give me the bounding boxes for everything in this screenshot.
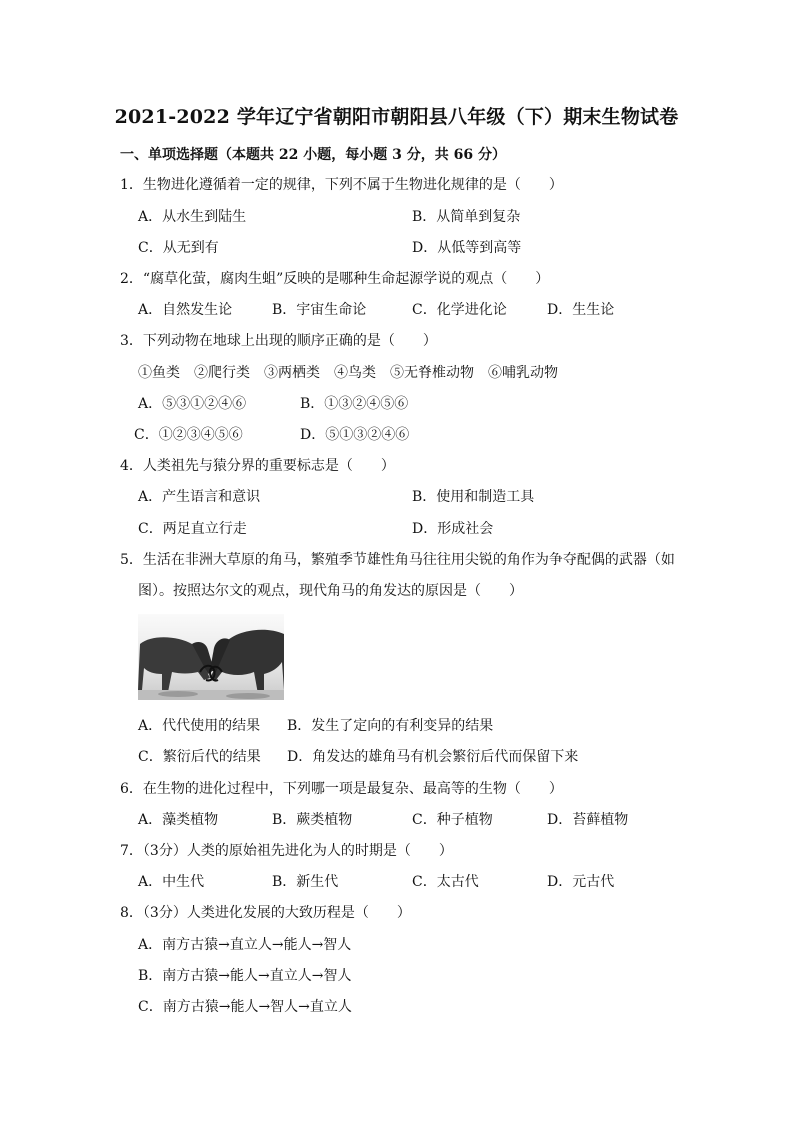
q6-option-d: D．苔藓植物: [547, 812, 629, 828]
q1-option-c: C．从无到有: [138, 240, 219, 256]
q2-option-d: D．生生论: [547, 302, 615, 318]
question-8-stem: 8．（3分）人类进化发展的大致历程是（ ）: [120, 905, 411, 921]
q5-option-c: C．繁衍后代的结果: [138, 749, 261, 765]
q6-option-b: B．蕨类植物: [272, 812, 353, 828]
q8-option-a: A．南方古猿→直立人→能人→智人: [138, 937, 352, 953]
q5-option-b: B．发生了定向的有利变异的结果: [287, 718, 494, 734]
q2-option-b: B．宇宙生命论: [272, 302, 367, 318]
question-4-stem: 4．人类祖先与猿分界的重要标志是（ ）: [120, 458, 395, 474]
q1-option-d: D．从低等到高等: [412, 240, 522, 256]
question-3-stem: 3．下列动物在地球上出现的顺序正确的是（ ）: [120, 333, 437, 349]
q3-option-c: C．①②③④⑤⑥: [134, 427, 243, 443]
question-5-stem: 5．生活在非洲大草原的角马，繁殖季节雄性角马往往用尖锐的角作为争夺配偶的武器（如: [120, 552, 675, 568]
q2-option-a: A．自然发生论: [138, 302, 233, 318]
q6-option-a: A．藻类植物: [138, 812, 219, 828]
section-heading: 一、单项选择题（本题共 22 小题，每小题 3 分，共 66 分）: [120, 147, 506, 163]
q4-option-c: C．两足直立行走: [138, 521, 247, 537]
q7-option-a: A．中生代: [138, 874, 205, 890]
q1-option-b: B．从简单到复杂: [412, 209, 521, 225]
q5-option-a: A．代代使用的结果: [138, 718, 261, 734]
q3-option-d: D．⑤①③②④⑥: [300, 427, 410, 443]
q8-option-b: B．南方古猿→能人→直立人→智人: [138, 968, 352, 984]
question-1-stem: 1．生物进化遵循着一定的规律，下列不属于生物进化规律的是（ ）: [120, 177, 563, 193]
question-5-stem-continued: 图）。按照达尔文的观点，现代角马的角发达的原因是（ ）: [138, 583, 523, 599]
question-6-stem: 6．在生物的进化过程中，下列哪一项是最复杂、最高等的生物（ ）: [120, 781, 563, 797]
page-title: 2021-2022 学年辽宁省朝阳市朝阳县八年级（下）期末生物试卷: [114, 106, 679, 128]
q1-option-a: A．从水生到陆生: [138, 209, 247, 225]
q3-item-list: ①鱼类 ②爬行类 ③两栖类 ④鸟类 ⑤无脊椎动物 ⑥哺乳动物: [138, 365, 558, 381]
question-2-stem: 2．“腐草化萤，腐肉生蛆”反映的是哪种生命起源学说的观点（ ）: [120, 271, 550, 287]
q4-option-a: A．产生语言和意识: [138, 489, 261, 505]
q3-option-b: B．①③②④⑤⑥: [300, 396, 409, 412]
q2-option-c: C．化学进化论: [412, 302, 507, 318]
q8-option-c: C．南方古猿→能人→智人→直立人: [138, 999, 352, 1015]
q7-option-b: B．新生代: [272, 874, 339, 890]
q4-option-d: D．形成社会: [412, 521, 494, 537]
wildebeest-fighting-image: [138, 614, 284, 700]
question-7-stem: 7．（3分）人类的原始祖先进化为人的时期是（ ）: [120, 843, 453, 859]
q5-option-d: D．角发达的雄角马有机会繁衍后代而保留下来: [287, 749, 579, 765]
q7-option-d: D．元古代: [547, 874, 615, 890]
q7-option-c: C．太古代: [412, 874, 479, 890]
q3-option-a: A．⑤③①②④⑥: [138, 396, 247, 412]
q6-option-c: C．种子植物: [412, 812, 493, 828]
q4-option-b: B．使用和制造工具: [412, 489, 535, 505]
